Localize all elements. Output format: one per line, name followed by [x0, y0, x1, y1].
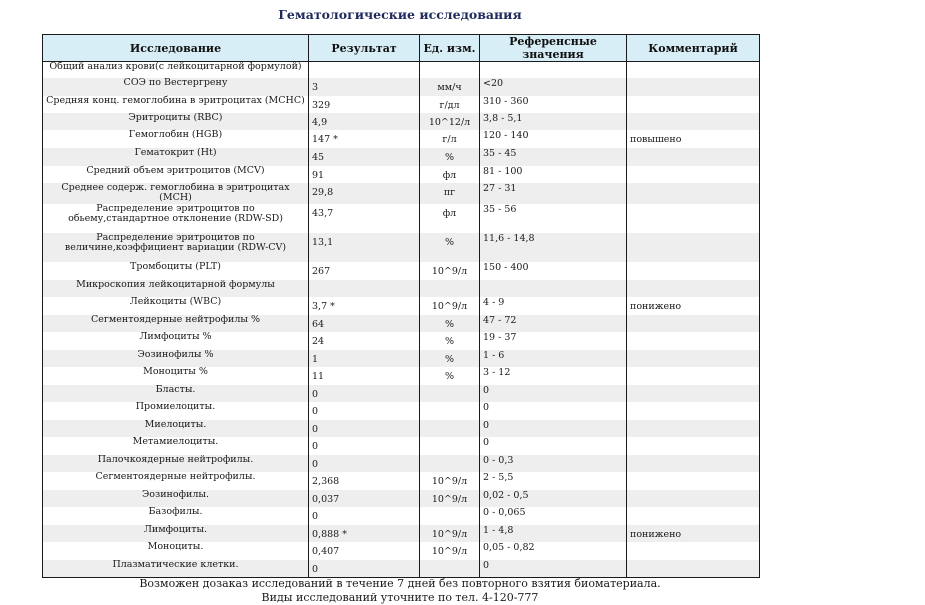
row-comment: [627, 62, 760, 78]
row-ref-range: 35 - 45: [480, 148, 627, 166]
row-unit: [420, 280, 480, 297]
row-test-name: Промиелоциты.: [43, 402, 309, 420]
row-comment: [627, 402, 760, 420]
row-unit: %: [420, 332, 480, 350]
row-comment: [627, 437, 760, 455]
row-ref-range: 150 - 400: [480, 262, 627, 280]
row-result: 91: [309, 166, 420, 183]
table-row: [43, 183, 760, 204]
row-unit: 10^12/л: [420, 113, 480, 130]
row-unit: %: [420, 367, 480, 385]
row-comment: [627, 560, 760, 578]
row-test-name: Эозинофилы.: [43, 490, 309, 507]
table-row: [43, 130, 760, 148]
table-row: [43, 402, 760, 420]
row-comment: [627, 96, 760, 113]
row-unit: 10^9/л: [420, 525, 480, 542]
table-row: [43, 420, 760, 437]
row-test-name: Метамиелоциты.: [43, 437, 309, 455]
row-result: 2,368: [309, 472, 420, 490]
row-test-name: Микроскопия лейкоцитарной формулы: [43, 280, 309, 297]
row-ref-range: 0: [480, 385, 627, 402]
row-ref-range: 3,8 - 5,1: [480, 113, 627, 130]
row-comment: [627, 367, 760, 385]
row-comment: [627, 148, 760, 166]
row-unit: 10^9/л: [420, 297, 480, 315]
row-comment: [627, 183, 760, 204]
table-row: [43, 332, 760, 350]
table-row: [43, 96, 760, 113]
table-row: [43, 437, 760, 455]
row-ref-range: <20: [480, 78, 627, 96]
row-test-name: Сегментоядерные нейтрофилы.: [43, 472, 309, 490]
row-result: 0: [309, 437, 420, 455]
row-test-name: Лимфоциты.: [43, 525, 309, 542]
table-row: [43, 148, 760, 166]
row-result: 3,7 *: [309, 297, 420, 315]
row-test-name: Эритроциты (RBC): [43, 113, 309, 130]
row-ref-range: 3 - 12: [480, 367, 627, 385]
row-test-name: Средний объем эритроцитов (MCV): [43, 166, 309, 183]
row-ref-range: [480, 62, 627, 78]
row-test-name: Среднее содерж. гемоглобина в эритроцитах (MCH): [43, 183, 309, 204]
table-row: [43, 525, 760, 542]
table-row: [43, 233, 760, 262]
row-result: 147 *: [309, 130, 420, 148]
row-comment: [627, 490, 760, 507]
row-comment: [627, 315, 760, 332]
row-ref-range: 11,6 - 14,8: [480, 233, 627, 262]
row-unit: %: [420, 233, 480, 262]
row-ref-range: [480, 280, 627, 297]
footer-note: [0, 577, 800, 605]
row-test-name: Бласты.: [43, 385, 309, 402]
row-ref-range: 2 - 5,5: [480, 472, 627, 490]
row-unit: [420, 62, 480, 78]
row-unit: [420, 437, 480, 455]
col-header-comment: Комментарий: [627, 35, 760, 62]
row-test-name: Тромбоциты (PLT): [43, 262, 309, 280]
row-unit: фл: [420, 166, 480, 183]
row-comment: понижено: [627, 525, 760, 542]
row-unit: [420, 385, 480, 402]
row-result: 43,7: [309, 204, 420, 233]
row-unit: фл: [420, 204, 480, 233]
row-unit: г/дл: [420, 96, 480, 113]
row-result: 0: [309, 560, 420, 578]
row-comment: [627, 280, 760, 297]
row-comment: [627, 233, 760, 262]
row-unit: мм/ч: [420, 78, 480, 96]
row-unit: [420, 507, 480, 525]
row-comment: [627, 204, 760, 233]
table-row: [43, 455, 760, 472]
row-comment: [627, 472, 760, 490]
row-test-name: Лейкоциты (WBC): [43, 297, 309, 315]
table-header: [43, 35, 760, 62]
row-unit: г/л: [420, 130, 480, 148]
row-test-name: Гематокрит (Ht): [43, 148, 309, 166]
row-result: 0: [309, 420, 420, 437]
row-result: 0: [309, 455, 420, 472]
row-comment: [627, 332, 760, 350]
row-unit: %: [420, 148, 480, 166]
row-unit: 10^9/л: [420, 472, 480, 490]
row-comment: [627, 113, 760, 130]
row-ref-range: 310 - 360: [480, 96, 627, 113]
footer-line-2: Виды исследований уточните по тел. 4-120-777: [261, 591, 539, 604]
results-table: [42, 34, 760, 578]
row-result: 3: [309, 78, 420, 96]
row-result: 0: [309, 507, 420, 525]
row-test-name: Базофилы.: [43, 507, 309, 525]
row-unit: [420, 560, 480, 578]
row-result: 0: [309, 385, 420, 402]
table-row: [43, 262, 760, 280]
col-header-ref: Референсные значения: [480, 35, 627, 62]
row-test-name: Плазматические клетки.: [43, 560, 309, 578]
footer-line-1: Возможен дозаказ исследований в течение 7 дней без повторного взятия биоматериала.: [139, 577, 661, 590]
row-ref-range: 0 - 0,065: [480, 507, 627, 525]
row-result: 45: [309, 148, 420, 166]
row-ref-range: 0: [480, 420, 627, 437]
row-result: 0,888 *: [309, 525, 420, 542]
page-title: Гематологические исследования: [278, 7, 522, 22]
table-row: [43, 385, 760, 402]
row-result: 4,9: [309, 113, 420, 130]
row-comment: [627, 420, 760, 437]
table-row: [43, 113, 760, 130]
row-ref-range: 35 - 56: [480, 204, 627, 233]
row-result: 0,407: [309, 542, 420, 560]
row-ref-range: 0,05 - 0,82: [480, 542, 627, 560]
row-unit: 10^9/л: [420, 490, 480, 507]
row-result: 11: [309, 367, 420, 385]
row-unit: 10^9/л: [420, 542, 480, 560]
row-ref-range: 0: [480, 402, 627, 420]
row-test-name: Сегментоядерные нейтрофилы %: [43, 315, 309, 332]
row-ref-range: 19 - 37: [480, 332, 627, 350]
row-result: [309, 280, 420, 297]
table-row: [43, 472, 760, 490]
row-unit: пг: [420, 183, 480, 204]
row-unit: 10^9/л: [420, 262, 480, 280]
table-row: [43, 490, 760, 507]
row-test-name: Общий анализ крови(с лейкоцитарной формулой): [43, 62, 309, 78]
row-comment: [627, 507, 760, 525]
row-ref-range: 1 - 6: [480, 350, 627, 367]
row-unit: [420, 455, 480, 472]
row-result: 329: [309, 96, 420, 113]
row-ref-range: 0: [480, 560, 627, 578]
row-test-name: СОЭ по Вестергрену: [43, 78, 309, 96]
table-row: [43, 62, 760, 78]
table-row: [43, 166, 760, 183]
row-test-name: Эозинофилы %: [43, 350, 309, 367]
row-result: [309, 62, 420, 78]
row-result: 13,1: [309, 233, 420, 262]
row-result: 267: [309, 262, 420, 280]
table-row: [43, 542, 760, 560]
row-test-name: Моноциты.: [43, 542, 309, 560]
row-result: 0: [309, 402, 420, 420]
table-row: [43, 315, 760, 332]
table-row: [43, 560, 760, 578]
col-header-unit: Ед. изм.: [420, 35, 480, 62]
table-row: [43, 78, 760, 96]
table-row: [43, 367, 760, 385]
row-comment: [627, 385, 760, 402]
row-test-name: Средняя конц. гемоглобина в эритроцитах (MCHC): [43, 96, 309, 113]
row-comment: [627, 350, 760, 367]
table-row: [43, 204, 760, 233]
table-row: [43, 350, 760, 367]
row-result: 1: [309, 350, 420, 367]
row-result: 24: [309, 332, 420, 350]
row-comment: [627, 542, 760, 560]
row-ref-range: 0 - 0,3: [480, 455, 627, 472]
row-unit: %: [420, 350, 480, 367]
row-comment: повышено: [627, 130, 760, 148]
row-result: 29,8: [309, 183, 420, 204]
table-row: [43, 507, 760, 525]
row-ref-range: 47 - 72: [480, 315, 627, 332]
col-header-result: Результат: [309, 35, 420, 62]
row-unit: %: [420, 315, 480, 332]
row-ref-range: 1 - 4,8: [480, 525, 627, 542]
table-body: [43, 62, 760, 578]
row-comment: [627, 78, 760, 96]
row-test-name: Распределение эритроцитов по величине,коэффициент вариации (RDW-CV): [43, 233, 309, 262]
row-ref-range: 0,02 - 0,5: [480, 490, 627, 507]
row-comment: [627, 166, 760, 183]
row-result: 64: [309, 315, 420, 332]
row-unit: [420, 402, 480, 420]
row-ref-range: 27 - 31: [480, 183, 627, 204]
row-ref-range: 81 - 100: [480, 166, 627, 183]
row-test-name: Лимфоциты %: [43, 332, 309, 350]
row-test-name: Моноциты %: [43, 367, 309, 385]
row-ref-range: 4 - 9: [480, 297, 627, 315]
row-comment: [627, 262, 760, 280]
row-test-name: Распределение эритроцитов по обьему,стандартное отклонение (RDW-SD): [43, 204, 309, 233]
table-row: [43, 297, 760, 315]
row-result: 0,037: [309, 490, 420, 507]
row-ref-range: 0: [480, 437, 627, 455]
row-unit: [420, 420, 480, 437]
col-header-test: Исследование: [43, 35, 309, 62]
row-test-name: Палочкоядерные нейтрофилы.: [43, 455, 309, 472]
row-ref-range: 120 - 140: [480, 130, 627, 148]
row-test-name: Гемоглобин (HGB): [43, 130, 309, 148]
table-row: [43, 280, 760, 297]
row-comment: понижено: [627, 297, 760, 315]
row-comment: [627, 455, 760, 472]
row-test-name: Миелоциты.: [43, 420, 309, 437]
